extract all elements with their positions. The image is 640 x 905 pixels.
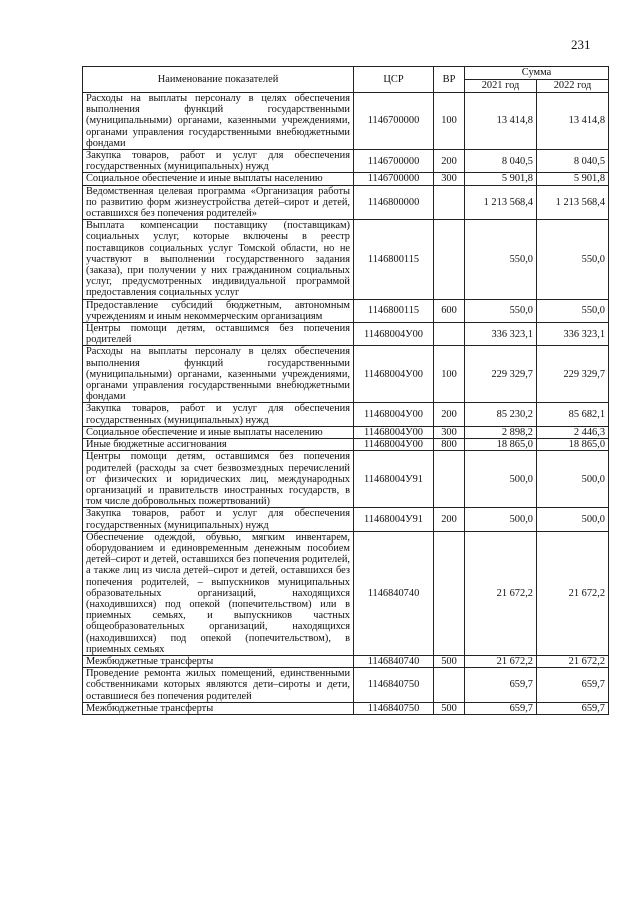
cell-2021: 550,0 <box>465 299 537 322</box>
cell-2022: 659,7 <box>537 702 609 714</box>
cell-2021: 21 672,2 <box>465 655 537 667</box>
cell-2021: 500,0 <box>465 508 537 531</box>
table-row <box>83 93 609 150</box>
cell-csr: 1146840740 <box>354 655 434 667</box>
cell-2021: 229 329,7 <box>465 346 537 403</box>
table-row <box>83 150 609 173</box>
cell-vr <box>434 451 465 508</box>
cell-csr: 11468004У00 <box>354 323 434 346</box>
cell-2022: 229 329,7 <box>537 346 609 403</box>
cell-2022: 8 040,5 <box>537 150 609 173</box>
budget-table <box>82 66 609 715</box>
table-row <box>83 173 609 185</box>
cell-csr: 1146800115 <box>354 220 434 299</box>
cell-2022: 21 672,2 <box>537 655 609 667</box>
cell-name: Закупка товаров, работ и услуг для обеспечения государственных (муниципальных) нужд <box>83 150 354 173</box>
cell-csr: 1146840750 <box>354 668 434 703</box>
table-row <box>83 702 609 714</box>
cell-name: Иные бюджетные ассигнования <box>83 439 354 451</box>
cell-name: Проведение ремонта жилых помещений, единственными собственниками которых являются дети–сироты и дети, оставшиеся без попечения родителей <box>83 668 354 703</box>
cell-2021: 5 901,8 <box>465 173 537 185</box>
cell-name: Социальное обеспечение и иные выплаты населению <box>83 426 354 438</box>
cell-name: Обеспечение одеждой, обувью, мягким инвентарем, оборудованием и единовременным денежным пособием детей–сирот и детей, оставшихся без попечения родителей, а также лиц из числа детей–сирот и детей, оставшихся без попечения родителей, – выпускников муниципальных образовательных организаций, находящихся (находившихся) под опекой (попечительством) или в приемных семьях, и выпускников частных общеобразовательных организаций, находящихся (находившихся) под опекой (попечительством), в приемных семьях <box>83 531 354 655</box>
cell-vr: 100 <box>434 93 465 150</box>
table-row <box>83 531 609 655</box>
table-row <box>83 451 609 508</box>
cell-name: Социальное обеспечение и иные выплаты населению <box>83 173 354 185</box>
table-row <box>83 185 609 220</box>
cell-csr: 1146700000 <box>354 150 434 173</box>
cell-csr: 1146700000 <box>354 173 434 185</box>
cell-2021: 1 213 568,4 <box>465 185 537 220</box>
cell-csr: 1146840740 <box>354 531 434 655</box>
header-csr: ЦСР <box>354 67 434 93</box>
cell-2022: 500,0 <box>537 508 609 531</box>
table-header <box>83 67 609 93</box>
cell-2022: 550,0 <box>537 299 609 322</box>
cell-csr: 11468004У91 <box>354 508 434 531</box>
page-number: 231 <box>571 37 591 52</box>
cell-csr: 1146840750 <box>354 702 434 714</box>
cell-2022: 18 865,0 <box>537 439 609 451</box>
cell-vr: 200 <box>434 508 465 531</box>
cell-2022: 1 213 568,4 <box>537 185 609 220</box>
cell-csr: 11468004У00 <box>354 426 434 438</box>
cell-2021: 13 414,8 <box>465 93 537 150</box>
table-row <box>83 346 609 403</box>
cell-2022: 5 901,8 <box>537 173 609 185</box>
header-vr: ВР <box>434 67 465 93</box>
cell-2022: 659,7 <box>537 668 609 703</box>
cell-vr: 300 <box>434 173 465 185</box>
cell-name: Закупка товаров, работ и услуг для обеспечения государственных (муниципальных) нужд <box>83 403 354 426</box>
table-row <box>83 323 609 346</box>
cell-csr: 1146800115 <box>354 299 434 322</box>
cell-vr: 200 <box>434 403 465 426</box>
header-name: Наименование показателей <box>83 67 354 93</box>
cell-name: Закупка товаров, работ и услуг для обеспечения государственных (муниципальных) нужд <box>83 508 354 531</box>
table-row <box>83 668 609 703</box>
table-row <box>83 508 609 531</box>
cell-vr <box>434 323 465 346</box>
cell-2022: 550,0 <box>537 220 609 299</box>
cell-vr <box>434 185 465 220</box>
cell-2021: 336 323,1 <box>465 323 537 346</box>
cell-csr: 11468004У00 <box>354 403 434 426</box>
cell-csr: 11468004У00 <box>354 346 434 403</box>
cell-csr: 1146700000 <box>354 93 434 150</box>
cell-2022: 336 323,1 <box>537 323 609 346</box>
cell-vr: 600 <box>434 299 465 322</box>
cell-name: Межбюджетные трансферты <box>83 655 354 667</box>
cell-name: Межбюджетные трансферты <box>83 702 354 714</box>
cell-2022: 13 414,8 <box>537 93 609 150</box>
cell-2022: 85 682,1 <box>537 403 609 426</box>
cell-name: Предоставление субсидий бюджетным, автономным учреждениям и иным некоммерческим организациям <box>83 299 354 322</box>
cell-name: Ведомственная целевая программа «Организация работы по развитию форм жизнеустройства детей–сирот и детей, оставшихся без попечения родителей» <box>83 185 354 220</box>
cell-2021: 550,0 <box>465 220 537 299</box>
cell-vr <box>434 668 465 703</box>
cell-vr: 500 <box>434 655 465 667</box>
header-sum: Сумма <box>465 67 609 80</box>
cell-csr: 1146800000 <box>354 185 434 220</box>
cell-vr: 500 <box>434 702 465 714</box>
cell-name: Расходы на выплаты персоналу в целях обеспечения выполнения функций государственными (муниципальными) органами, казенными учреждениями, органами управления государственными внебюджетными фондами <box>83 346 354 403</box>
cell-vr <box>434 531 465 655</box>
header-year-2022: 2022 год <box>537 80 609 93</box>
cell-2022: 2 446,3 <box>537 426 609 438</box>
table-row <box>83 655 609 667</box>
cell-2021: 500,0 <box>465 451 537 508</box>
cell-2021: 8 040,5 <box>465 150 537 173</box>
cell-vr: 300 <box>434 426 465 438</box>
cell-2021: 21 672,2 <box>465 531 537 655</box>
cell-name: Расходы на выплаты персоналу в целях обеспечения выполнения функций государственными (муниципальными) органами, казенными учреждениями, органами управления государственными внебюджетными фондами <box>83 93 354 150</box>
table-row <box>83 299 609 322</box>
table-row <box>83 439 609 451</box>
cell-2022: 21 672,2 <box>537 531 609 655</box>
table-row <box>83 220 609 299</box>
cell-name: Центры помощи детям, оставшимся без попечения родителей <box>83 323 354 346</box>
cell-csr: 11468004У00 <box>354 439 434 451</box>
cell-vr: 800 <box>434 439 465 451</box>
cell-vr: 100 <box>434 346 465 403</box>
header-year-2021: 2021 год <box>465 80 537 93</box>
cell-2021: 85 230,2 <box>465 403 537 426</box>
table-row <box>83 426 609 438</box>
cell-2021: 659,7 <box>465 702 537 714</box>
cell-vr <box>434 220 465 299</box>
cell-csr: 11468004У91 <box>354 451 434 508</box>
cell-2021: 659,7 <box>465 668 537 703</box>
cell-vr: 200 <box>434 150 465 173</box>
cell-2022: 500,0 <box>537 451 609 508</box>
cell-2021: 2 898,2 <box>465 426 537 438</box>
table-body <box>83 93 609 715</box>
cell-name: Выплата компенсации поставщику (поставщикам) социальных услуг, которые включены в реестр поставщиков социальных услуг Томской области, но не участвуют в выполнении государственного задания (заказа), при получении у них гражданином социальных услуг, предусмотренных индивидуальной программой предоставления социальных услуг <box>83 220 354 299</box>
cell-2021: 18 865,0 <box>465 439 537 451</box>
cell-name: Центры помощи детям, оставшимся без попечения родителей (расходы за счет безвозмездных перечислений от физических и юридических лиц, международных организаций и правительств иностранных государств, в том числе добровольных пожертвований) <box>83 451 354 508</box>
table-row <box>83 403 609 426</box>
